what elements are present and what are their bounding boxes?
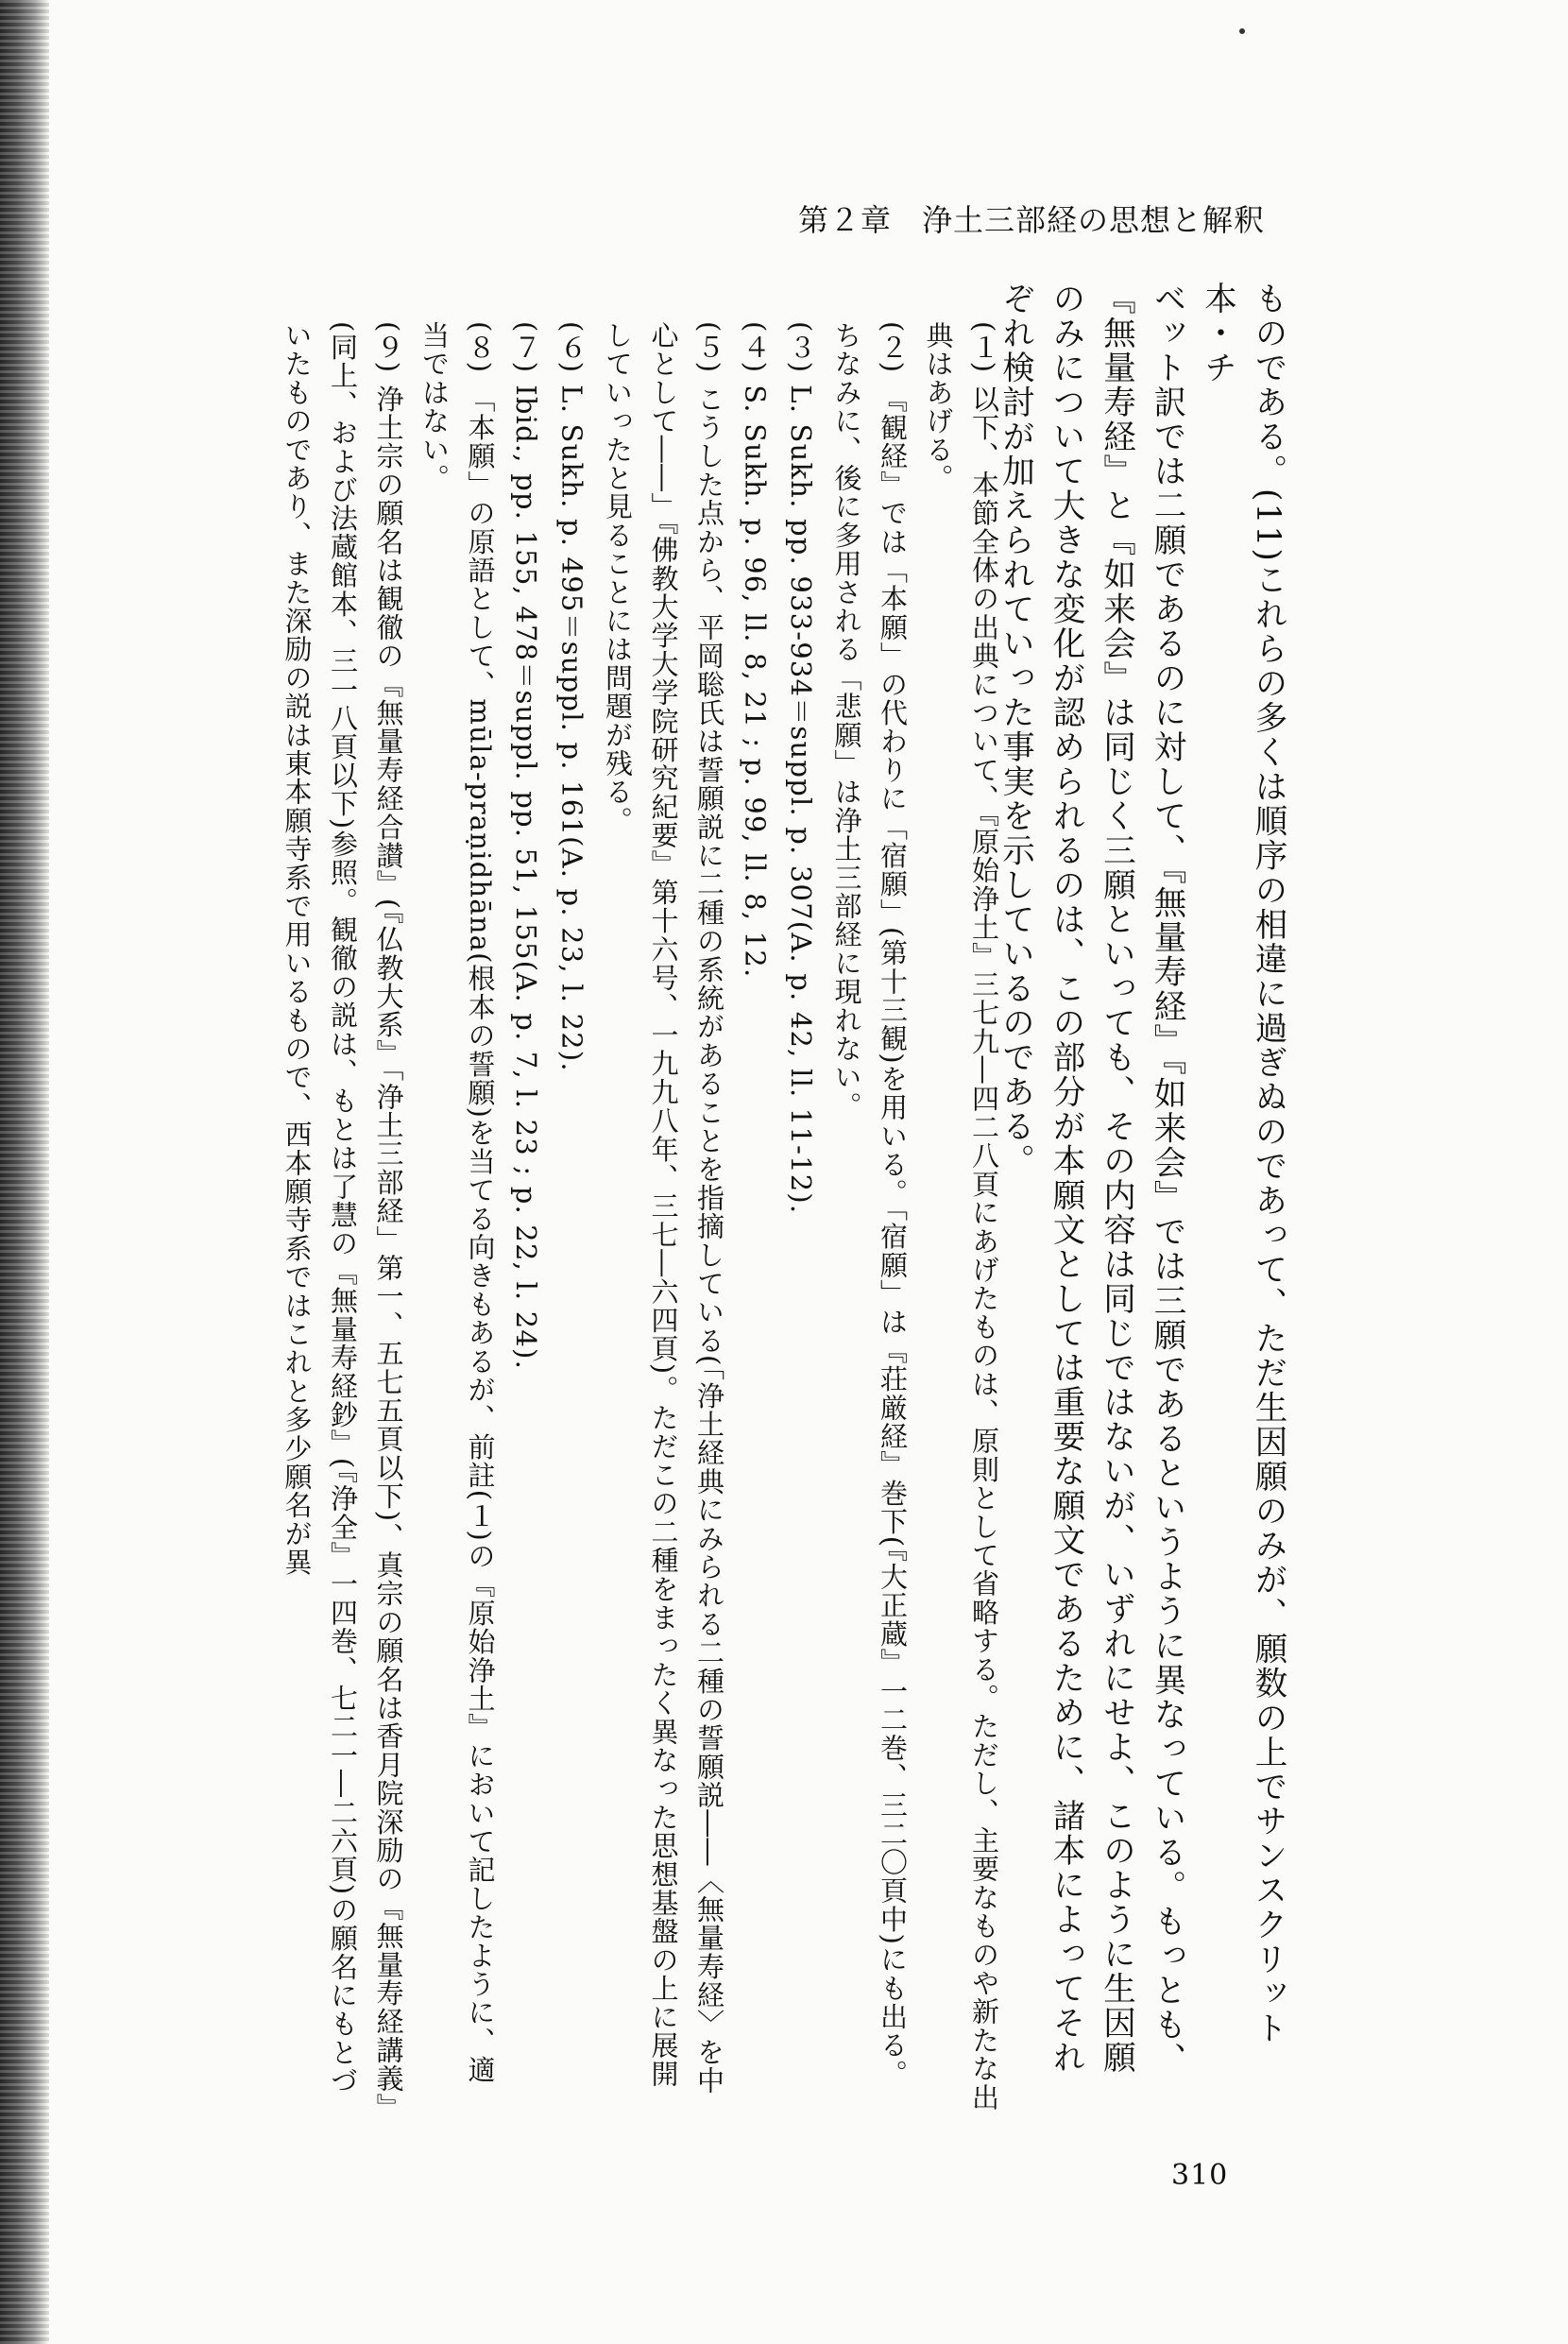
footnote-number: (３) [785, 321, 817, 374]
footnote-text: Ibid., pp. 155, 478＝suppl. pp. 51, 155(A. p. 7, l. 23 ; p. 22, l. 24). [510, 385, 542, 1370]
chapter-number: 第２章 [798, 202, 893, 238]
footnote [595, 321, 733, 2112]
footnote-number: (６) [555, 321, 588, 374]
main-text-line: ぞれ検討が加えられていった事実を示しているのである。 [996, 282, 1034, 1178]
scan-shadow-edge [0, 0, 49, 2344]
chapter-title: 浄土三部経の思想と解釈 [922, 202, 1266, 238]
footnote [732, 321, 778, 2112]
footnote-text: 『観経』では「本願」の代わりに「宿願」(第十三観)を用いる。「宿願」は『荘厳経』巻下(『大正蔵』一二巻、三二〇頁中)にも出る。ちなみに、後に多用される「悲願」は浄土三部経に現れない。 [830, 321, 909, 2089]
main-text-block [989, 282, 1292, 2105]
main-text-line: のみについて大きな変化が認められるのは、この部分が本願文としては重要な願文であるために、諸本によってそれ [1047, 282, 1084, 2075]
page-number: 310 [1171, 2159, 1229, 2192]
footnote-text: 以下、本節全体の出典について、『原始浄土』三七九―四二八頁にあげたものは、原則として省略する。ただし、主要なものや新たな出典はあげる。 [922, 321, 1000, 2112]
scan-speck [1239, 28, 1245, 34]
footnote [549, 321, 595, 2112]
running-header [798, 197, 1265, 240]
footnote-text: 「本願」の原語として、mūla-praṇidhāna(根本の誓願)を当てる向きもあるが、前註(１)の『原始浄土』において記したように、適当ではない。 [418, 321, 497, 2084]
footnote-number: (９) [372, 321, 405, 374]
footnote [412, 321, 503, 2112]
footnote-number: (１) [968, 321, 1000, 374]
footnote-text: L. Sukh. p. 495＝suppl. p. 161(A. p. 23, l. 22). [555, 385, 588, 1072]
footnote-number: (７) [510, 321, 542, 374]
footnote [274, 321, 412, 2112]
footnote-text: L. Sukh. pp. 933-934＝suppl. p. 307(A. p. 42, ll. 11-12). [785, 385, 817, 1215]
main-text-line: ものである。(11)これらの多くは順序の相違に過ぎぬのであって、ただ生因願のみが、願数の上でサンスクリット本・チ [1198, 282, 1287, 2046]
footnote [778, 321, 825, 2112]
main-text-line: 『無量寿経』と『如来会』は同じく三願といっても、その内容は同じではないが、いずれにせよ、このように生因願 [1097, 282, 1135, 2075]
footnote-number: (２) [877, 321, 909, 374]
footnote-text: S. Sukh. p. 96, ll. 8, 21 ; p. 99, ll. 8, 12. [739, 385, 772, 979]
footnote [824, 321, 915, 2112]
footnote-number: (５) [693, 321, 725, 374]
footnote-number: (４) [739, 321, 772, 374]
footnote-number: (８) [464, 321, 497, 374]
footnote [915, 321, 1007, 2112]
footnote-text: 浄土宗の願名は観徹の『無量寿経合讃』(『仏教大系』「浄土三部経」第一、五七五頁以下)、真宗の願名は香月院深励の『無量寿経講義』(同上、および法蔵館本、三一八頁以下)参照。観徹の説は、もとは了慧の『無量寿経鈔』(『浄全』一四巻、七二一―二六頁)の願名にもとづいたものであり、また深励の説は東本願寺系で用いるもので、西本願寺系ではこれと多少願名が異 [281, 321, 405, 2108]
footnote-text: こうした点から、平岡聡氏は誓願説に二種の系統があることを指摘している(「浄土経典にみられる二種の誓願説――〈無量寿経〉を中心として――」『佛教大学大学院研究紀要』第十六号、一九九八年、三七―六四頁)。ただこの二種をまったく異なった思想基盤の上に展開していったと見ることには問題が残る。 [602, 321, 725, 2096]
footnotes [274, 321, 1007, 2112]
main-text-line: ベット訳では二願であるのに対して、『無量寿経』『如来会』では三願であるというように異なっている。もっとも、 [1148, 282, 1185, 2077]
footnote [503, 321, 550, 2112]
